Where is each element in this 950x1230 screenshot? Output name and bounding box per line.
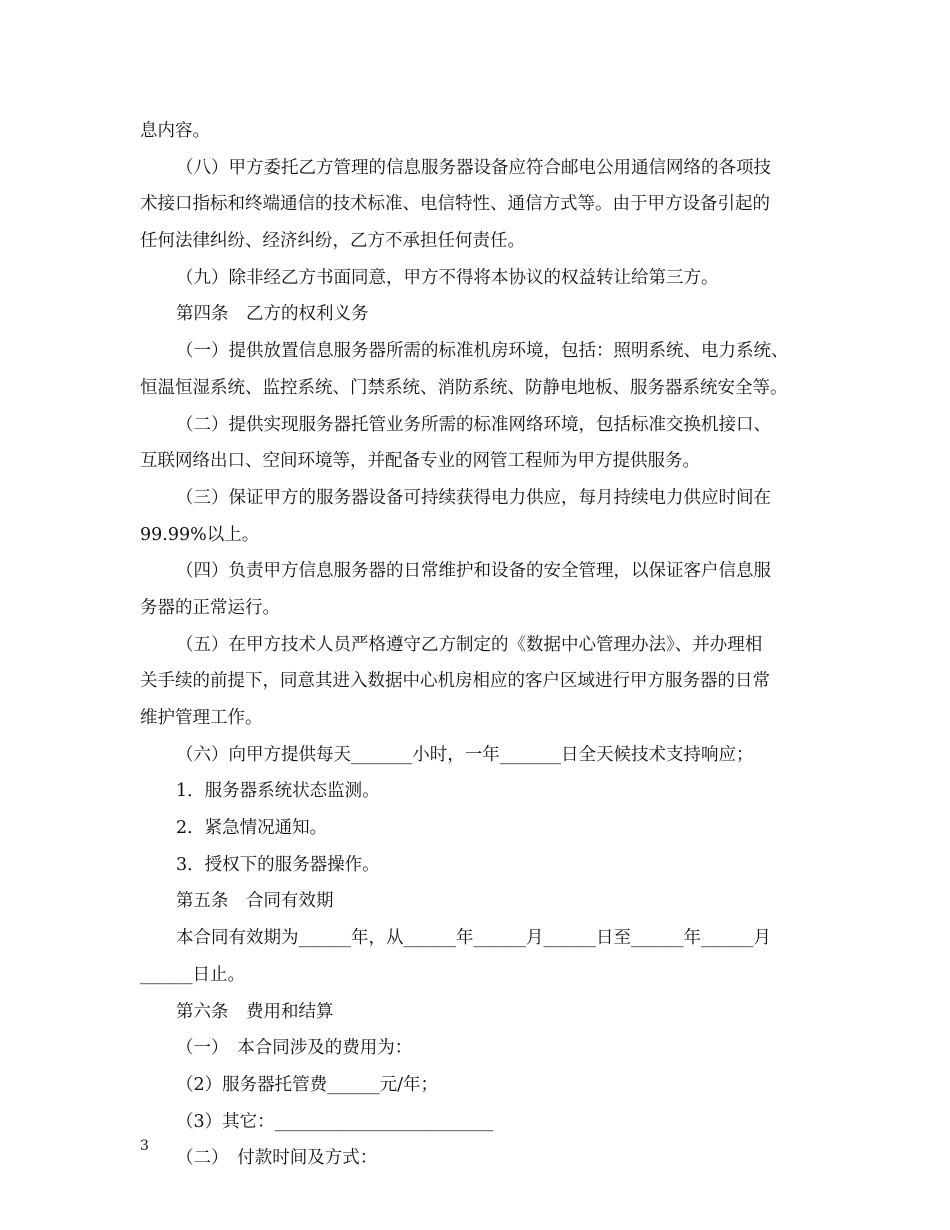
text-line: （六）向甲方提供每天_______小时，一年_______日全天候技术支持响应；: [176, 744, 754, 765]
page-number: 3: [140, 1138, 149, 1154]
text-line: （四）负责甲方信息服务器的日常维护和设备的安全管理，以保证客户信息服: [176, 561, 771, 582]
text-line: （九）除非经乙方书面同意，甲方不得将本协议的权益转让给第三方。: [176, 267, 719, 288]
text-line: （一） 本合同涉及的费用为：: [176, 1038, 413, 1059]
text-line: 务器的正常运行。: [140, 597, 280, 618]
text-line: 息内容。: [140, 121, 210, 141]
text-line: 恒温恒湿系统、监控系统、门禁系统、消防系统、防静电地板、服务器系统安全等。: [140, 377, 788, 398]
text-line: 关手续的前提下，同意其进入数据中心机房相应的客户区域进行甲方服务器的日常: [140, 671, 770, 692]
text-line: （2）服务器托管费______元/年；: [176, 1074, 439, 1095]
text-line: 2．紧急情况通知。: [176, 818, 328, 839]
text-line: （3）其它：_________________________: [176, 1111, 494, 1132]
text-line: 99.99%以上。: [140, 524, 260, 545]
text-line: 任何法律纠纷、经济纠纷，乙方不承担任何责任。: [140, 231, 525, 252]
text-line: （二）提供实现服务器托管业务所需的标准网络环境，包括标准交换机接口、: [176, 414, 771, 435]
text-line: 第四条 乙方的权利义务: [176, 304, 369, 325]
text-line: （三）保证甲方的服务器设备可持续获得电力供应，每月持续电力供应时间在: [176, 487, 771, 508]
text-line: 维护管理工作。: [140, 708, 263, 728]
text-line: （八）甲方委托乙方管理的信息服务器设备应符合邮电公用通信网络的各项技: [176, 157, 771, 178]
text-line: 1．服务器系统状态监测。: [176, 781, 380, 802]
document-body: [140, 113, 820, 1177]
text-line: （二） 付款时间及方式：: [176, 1148, 378, 1169]
text-line: （一）提供放置信息服务器所需的标准机房环境，包括：照明系统、电力系统、: [176, 341, 789, 362]
text-line: 术接口指标和终端通信的技术标准、电信特性、通信方式等。由于甲方设备引起的: [140, 194, 770, 215]
text-line: 第五条 合同有效期: [176, 891, 334, 912]
text-line: （五）在甲方技术人员严格遵守乙方制定的《数据中心管理办法》、并办理相: [176, 634, 763, 655]
text-line: 第六条 费用和结算: [176, 1001, 334, 1022]
text-line: 本合同有效期为______年，从______年______月______日至______年______月: [176, 928, 771, 949]
text-line: ______日止。: [140, 964, 245, 985]
text-line: 3．授权下的服务器操作。: [176, 854, 380, 875]
text-line: 互联网络出口、空间环境等，并配备专业的网管工程师为甲方提供服务。: [140, 451, 700, 472]
